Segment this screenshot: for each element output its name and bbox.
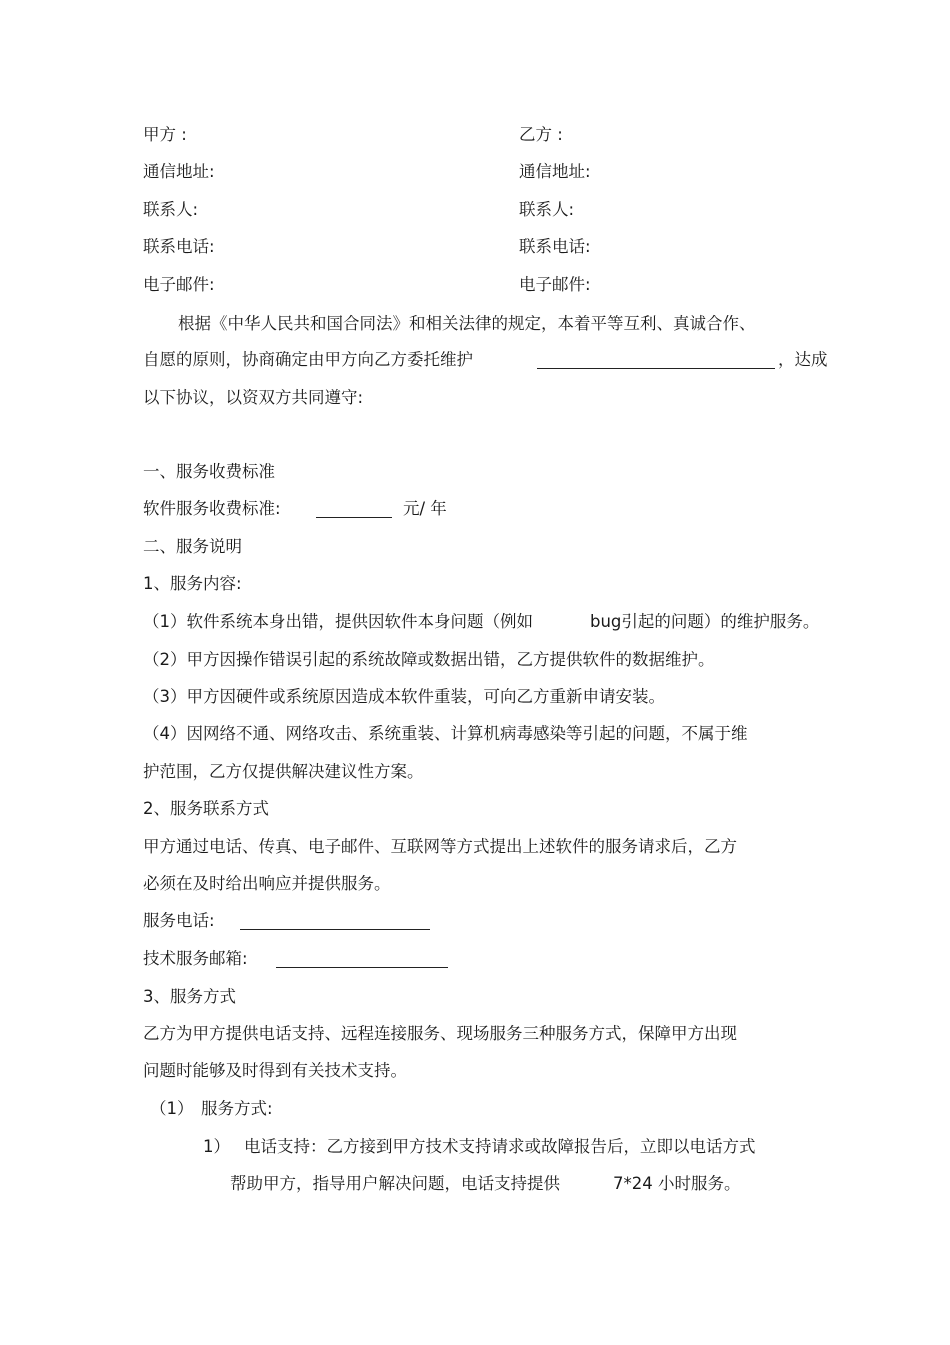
preamble-line-1: 根据《中华人民共和国合同法》和相关法律的规定，本着平等互利、真诚合作、 xyxy=(178,314,756,333)
tech-email-label: 技术服务邮箱: xyxy=(143,949,248,968)
maintenance-object-blank[interactable] xyxy=(537,352,775,369)
fee-blank[interactable] xyxy=(316,501,392,518)
service-item-4-line-1: （4）因网络不通、网络攻击、系统重装、计算机病毒感染等引起的问题，不属于维 xyxy=(143,724,748,743)
phone-support-line-2: 帮助甲方，指导用户解决问题，电话支持提供 xyxy=(230,1174,560,1193)
preamble-line-2-end: ，达成 xyxy=(778,350,828,369)
service-mode-sub-label: 服务方式: xyxy=(201,1099,273,1118)
section-2-heading: 二、服务说明 xyxy=(143,537,242,556)
contact-method-line-1: 甲方通过电话、传真、电子邮件、互联网等方式提出上述软件的服务请求后，乙方 xyxy=(143,837,737,856)
contact-method-line-2: 必须在及时给出响应并提供服务。 xyxy=(143,874,391,893)
address-a-label: 通信地址: xyxy=(143,162,215,181)
preamble-line-2 xyxy=(143,349,473,371)
service-item-1 xyxy=(143,611,533,633)
service-mode-line-1: 乙方为甲方提供电话支持、远程连接服务、现场服务三种服务方式，保障甲方出现 xyxy=(143,1024,737,1043)
service-mode-heading: 3、服务方式 xyxy=(143,987,236,1006)
service-phone-blank[interactable] xyxy=(240,913,430,930)
phone-a-label: 联系电话: xyxy=(143,237,215,256)
phone-b-label: 联系电话: xyxy=(519,237,591,256)
address-b-label: 通信地址: xyxy=(519,162,591,181)
email-a-label: 电子邮件: xyxy=(143,275,215,294)
email-b-label: 电子邮件: xyxy=(519,275,591,294)
service-content-heading: 1、服务内容: xyxy=(143,574,242,593)
service-item-3: （3）甲方因硬件或系统原因造成本软件重装，可向乙方重新申请安装。 xyxy=(143,687,665,706)
tech-email-blank[interactable] xyxy=(276,951,448,968)
party-a-label: 甲方 : xyxy=(143,125,187,144)
service-item-1-text: （1）软件系统本身出错，提供因软件本身问题（例如 xyxy=(143,612,533,631)
contact-b-label: 联系人: xyxy=(519,200,575,219)
service-item-2: （2）甲方因操作错误引起的系统故障或数据出错，乙方提供软件的数据维护。 xyxy=(143,650,715,669)
service-item-1-end: bug引起的问题）的维护服务。 xyxy=(590,612,820,631)
preamble-line-2-text: 自愿的原则，协商确定由甲方向乙方委托维护 xyxy=(143,350,473,369)
service-mode-sub-number: （1） xyxy=(150,1099,194,1118)
fee-label: 软件服务收费标准: xyxy=(143,499,281,518)
preamble-line-3: 以下协议，以资双方共同遵守: xyxy=(143,388,364,407)
phone-support-line-1: 电话支持：乙方接到甲方技术支持请求或故障报告后，立即以电话方式 xyxy=(244,1137,756,1156)
phone-support-line-2-end: 7*24 小时服务。 xyxy=(613,1174,741,1193)
phone-support-number: 1） xyxy=(203,1137,230,1156)
contact-method-heading: 2、服务联系方式 xyxy=(143,799,269,818)
service-phone-label: 服务电话: xyxy=(143,911,215,930)
contact-a-label: 联系人: xyxy=(143,200,199,219)
party-b-label: 乙方 : xyxy=(519,125,563,144)
service-item-4-line-2: 护范围，乙方仅提供解决建议性方案。 xyxy=(143,762,424,781)
fee-unit: 元/ 年 xyxy=(403,499,447,518)
section-1-heading: 一、服务收费标准 xyxy=(143,462,275,481)
service-mode-line-2: 问题时能够及时得到有关技术支持。 xyxy=(143,1061,407,1080)
